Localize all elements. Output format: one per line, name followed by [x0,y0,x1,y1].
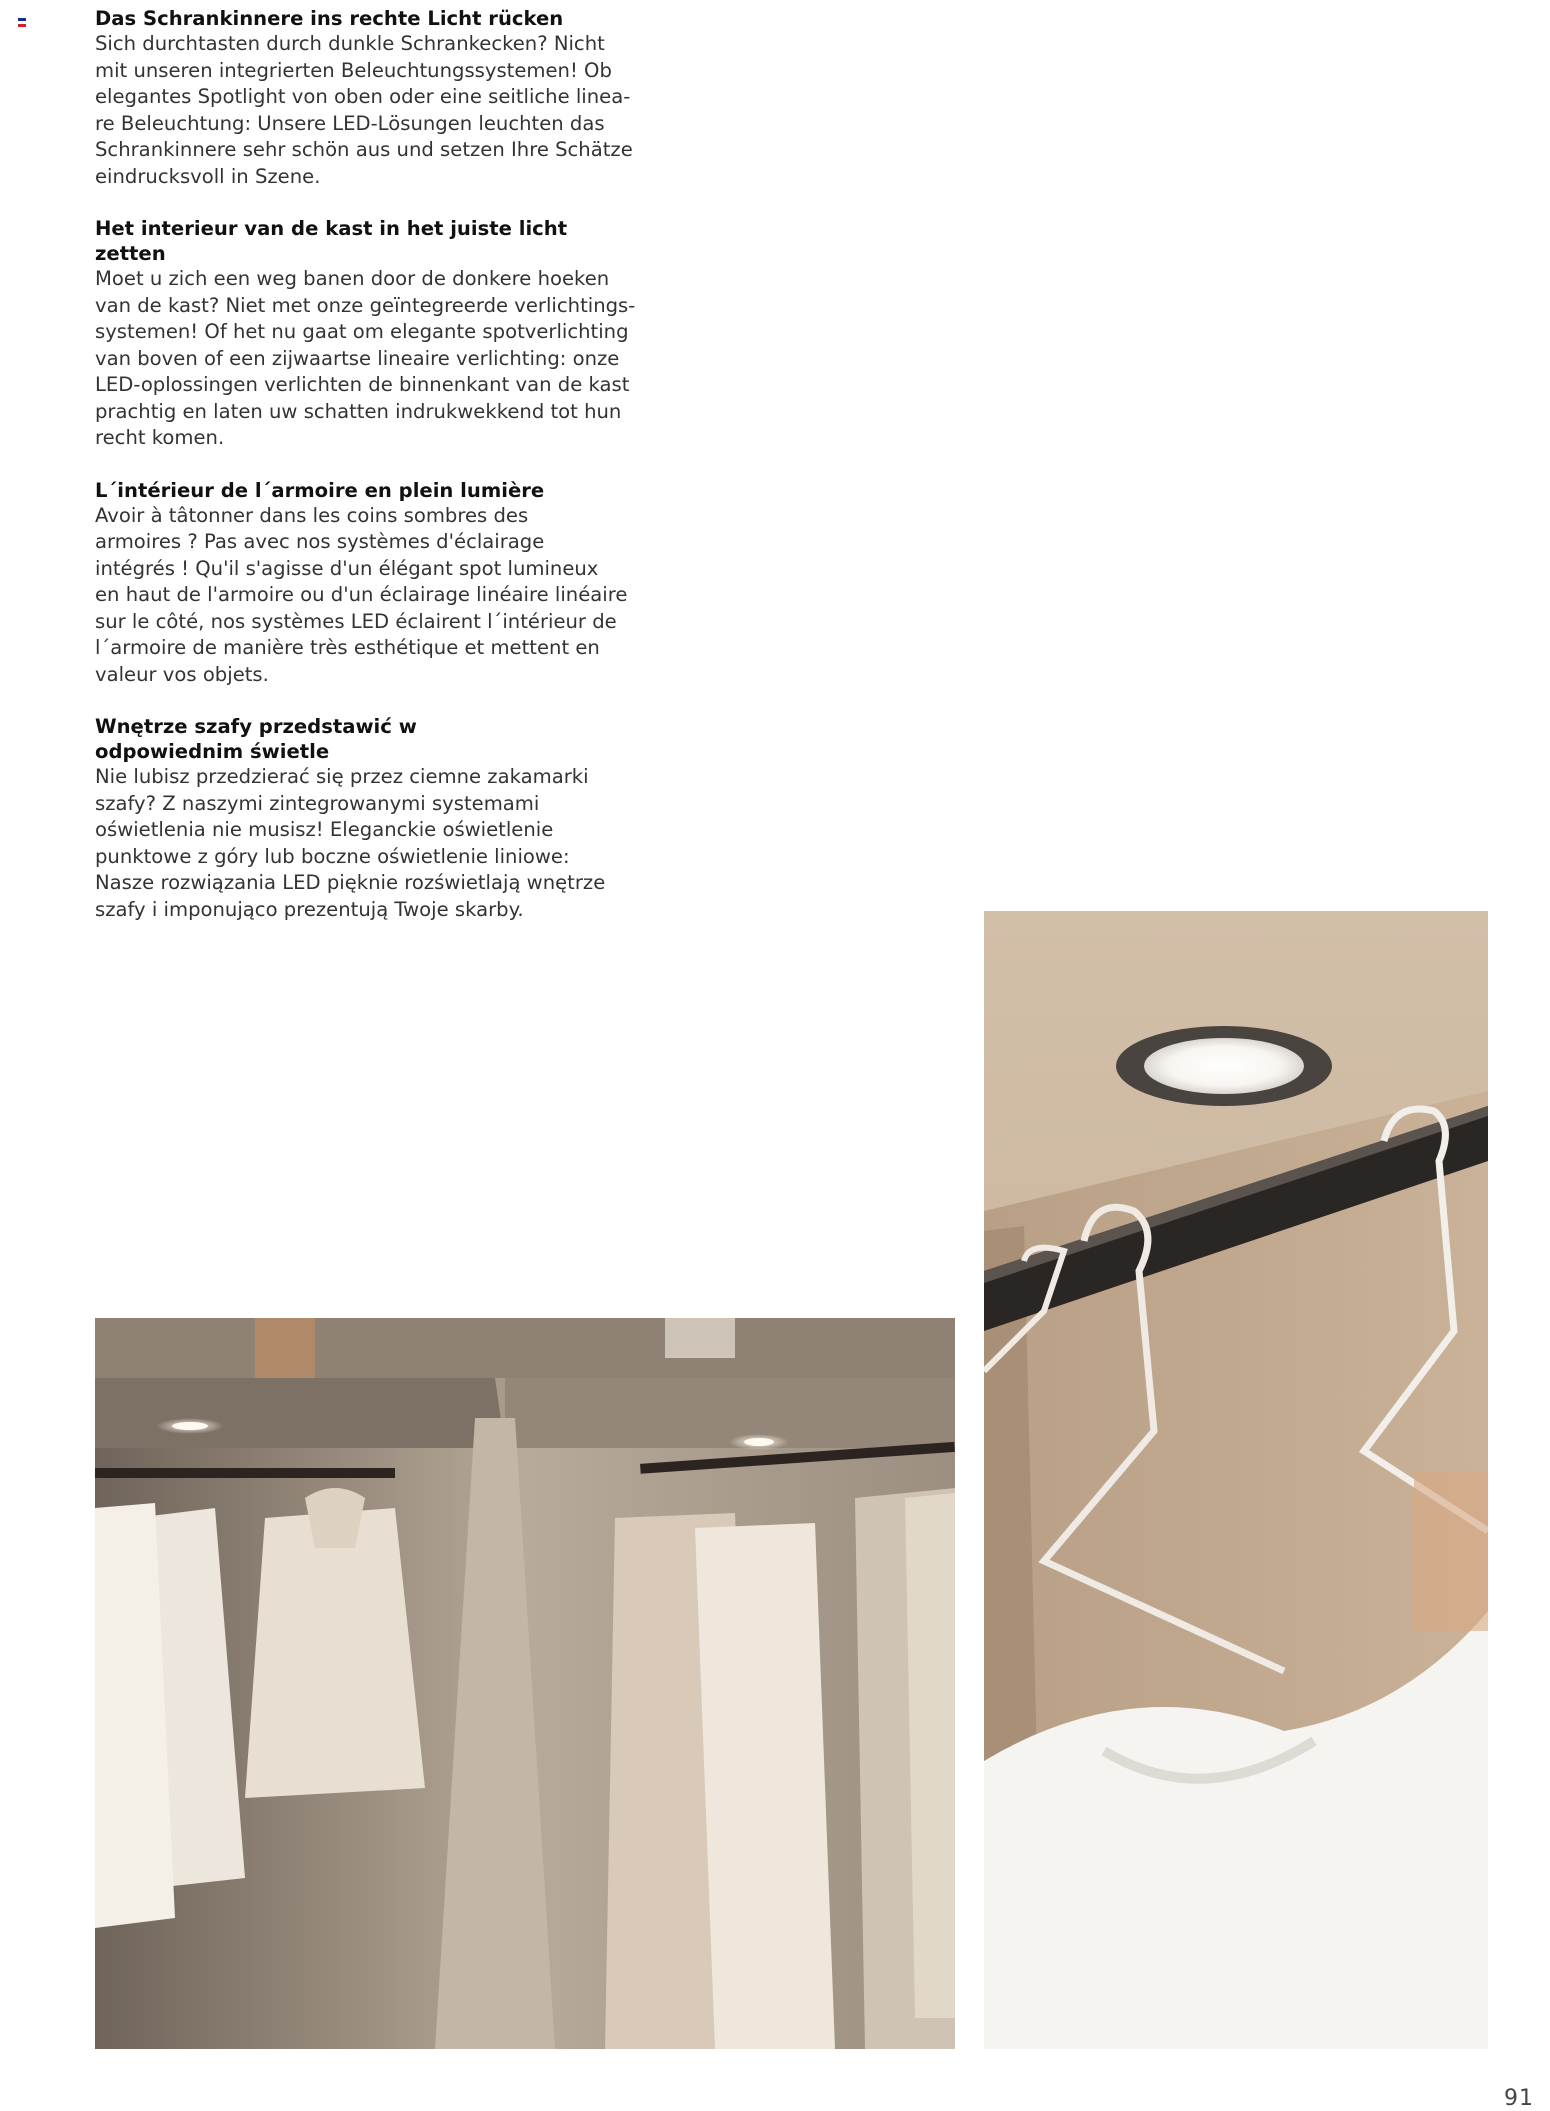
body-line: Avoir à tâtonner dans les coins sombres des [95,503,529,527]
body-line: recht komen. [95,426,225,449]
section-heading: Het interieur van de kast in het juiste licht zetten [95,217,568,265]
section-heading: L´intérieur de l´armoire en plein lumière [95,478,545,502]
section-body [95,31,633,190]
section-polish [95,714,615,923]
section-body [95,503,628,689]
section-heading: Das Schrankinnere ins rechte Licht rücken [95,7,564,30]
heading-line: odpowiednim świetle [95,740,330,763]
body-line: l´armoire de manière très esthétique et mettent en [95,636,600,659]
body-line: prachtig en laten uw schatten indrukwekkend tot hun [95,399,622,423]
body-line: Nasze rozwiązania LED pięknie rozświetlają wnętrze [95,871,606,894]
body-line: szafy i imponująco prezentują Twoje skarby. [95,897,524,921]
page-number: 91 [1504,2086,1534,2111]
body-line: Moet u zich een weg banen door de donkere hoeken [95,267,610,290]
body-line: en haut de l'armoire ou d'un éclairage linéaire linéaire [95,583,628,606]
body-line: oświetlenia nie musisz! Eleganckie oświetlenie [95,818,554,841]
spotlight-photo [984,911,1488,2049]
body-line: punktowe z góry lub boczne oświetlenie liniowe: [95,844,570,868]
body-line: LED-oplossingen verlichten de binnenkant van de kast [95,373,630,396]
section-dutch [95,216,636,452]
body-line: Nie lubisz przedzierać się przez ciemne zakamarki [95,765,589,788]
section-german [95,6,633,190]
closet-photo [95,1318,955,2049]
heading-line: Wnętrze szafy przedstawić w [95,715,417,738]
body-line: eindrucksvoll in Szene. [95,164,321,188]
body-line: szafy? Z naszymi zintegrowanymi systemami [95,791,540,815]
body-line: sur le côté, nos systèmes LED éclairent l´intérieur de [95,609,617,633]
body-line: systemen! Of het nu gaat om elegante spotverlichting [95,320,629,343]
section-body [95,266,636,452]
section-heading [95,714,615,764]
body-line: armoires ? Pas avec nos systèmes d'éclairage [95,530,545,553]
language-flag-icon [18,18,26,27]
body-line: Sich durchtasten durch dunkle Schrankecken? Nicht [95,32,605,55]
body-line: Schrankinnere sehr schön aus und setzen Ihre Schätze [95,138,633,161]
body-line: intégrés ! Qu'il s'agisse d'un élégant spot lumineux [95,556,599,580]
body-line: re Beleuchtung: Unsere LED-Lösungen leuchten das [95,111,605,135]
text-column [95,6,636,949]
body-line: mit unseren integrierten Beleuchtungssystemen! Ob [95,58,612,82]
body-line: van boven of een zijwaartse lineaire verlichting: onze [95,346,620,370]
section-french [95,478,628,689]
body-line: van de kast? Niet met onze geïntegreerde verlichtings- [95,293,636,317]
body-line: elegantes Spotlight von oben oder eine seitliche linea- [95,85,631,108]
body-line: valeur vos objets. [95,662,269,686]
section-body [95,764,615,923]
